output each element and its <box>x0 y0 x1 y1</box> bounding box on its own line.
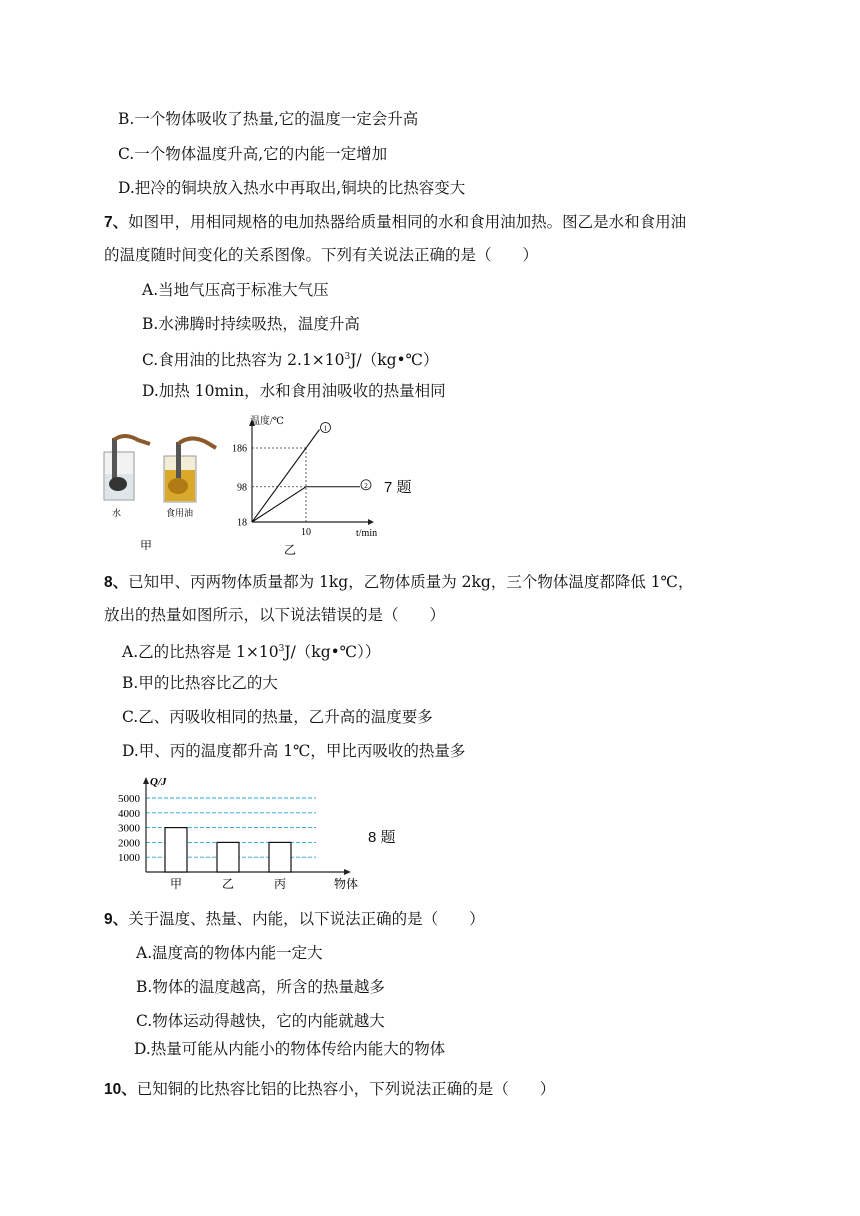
q7-option-b: B.水沸腾时持续吸热，温度升高 <box>142 315 360 333</box>
series-2-label: 2 <box>364 481 368 490</box>
y-tick-label: 4000 <box>118 807 140 820</box>
q9-option-c: C.物体运动得越快，它的内能就越大 <box>136 1012 385 1030</box>
q7-option-a: A.当地气压高于标准大气压 <box>142 281 329 299</box>
y-axis-label: Q/J <box>150 776 167 788</box>
y-axis-arrow <box>143 777 149 784</box>
q8-option-c: C.乙、丙吸收相同的热量，乙升高的温度要多 <box>122 708 433 726</box>
figure-jia-beakers <box>98 430 218 550</box>
series-1-label: 1 <box>323 424 328 433</box>
bar-2 <box>217 842 239 872</box>
q8-stem-text1: 已知甲、丙两物体质量都为 1kg，乙物体质量为 2kg，三个物体温度都降低 1℃， <box>128 573 694 591</box>
q7-stem-line1 <box>104 211 686 234</box>
q8-option-d: D.甲、丙的温度都升高 1℃，甲比丙吸收的热量多 <box>122 742 466 760</box>
y-tick-label: 18 <box>237 517 247 529</box>
graph7-axes <box>232 414 377 557</box>
q6-option-b: B.一个物体吸收了热量,它的温度一定会升高 <box>118 110 419 128</box>
q9-option-b: B.物体的温度越高，所含的热量越多 <box>136 978 385 996</box>
water-beaker <box>104 436 150 500</box>
category-label: 甲 <box>169 877 183 891</box>
series-1-line <box>252 430 320 523</box>
q9-stem-line <box>104 908 485 931</box>
figure-yi-temperature-graph <box>222 408 392 560</box>
q8-option-a-unit: J/（kg•℃）） <box>284 643 381 662</box>
y-tick-label: 98 <box>237 482 247 494</box>
q6-option-c: C.一个物体温度升高,它的内能一定增加 <box>118 145 388 163</box>
q7-figure-tag: 7 题 <box>384 479 412 496</box>
q7-option-c <box>142 346 439 371</box>
q7-option-c-text: C.食用油的比热容为 2.1×10 <box>142 351 345 370</box>
y-axis-label: 温度/℃ <box>250 416 284 427</box>
category-label: 乙 <box>221 877 235 891</box>
x-axis-arrow <box>344 869 351 875</box>
q10-stem-text: 已知铜的比热容比铝的比热容小，下列说法正确的是（ ） <box>136 1080 556 1098</box>
x-axis-arrow <box>368 519 374 525</box>
q8-number: 8、 <box>104 574 129 591</box>
x-axis-label: 物体 <box>334 877 359 891</box>
y-tick-label: 5000 <box>118 793 140 805</box>
y-tick-label: 3000 <box>118 822 140 835</box>
q9-number: 9、 <box>104 911 129 928</box>
graph7-marks <box>252 423 371 523</box>
q9-option-d: D.热量可能从内能小的物体传给内能大的物体 <box>134 1040 446 1058</box>
category-label: 丙 <box>273 877 287 891</box>
q8-option-b: B.甲的比热容比乙的大 <box>122 674 278 692</box>
q9-option-a: A.温度高的物体内能一定大 <box>136 944 323 962</box>
q7-number: 7、 <box>104 214 129 231</box>
q6-option-d: D.把冷的铜块放入热水中再取出,铜块的比热容变大 <box>118 179 466 197</box>
caption-jia: 甲 <box>140 539 153 550</box>
chart8-axes <box>118 776 358 891</box>
q10-stem-line <box>104 1078 555 1101</box>
q8-option-a-text: A.乙的比热容是 1×10 <box>122 643 279 662</box>
q7-stem-text1: 如图甲，用相同规格的电加热器给质量相同的水和食用油加热。图乙是水和食用油 <box>128 213 687 231</box>
figure-8-heat-bar-chart <box>98 772 378 896</box>
q8-figure-tag: 8 题 <box>368 829 396 846</box>
q10-number: 10、 <box>104 1081 137 1098</box>
chart8-marks <box>165 828 291 872</box>
y-tick-label: 186 <box>232 443 247 455</box>
q7-stem-line2: 的温度随时间变化的关系图像。下列有关说法正确的是（ ） <box>104 246 539 264</box>
q9-stem-text: 关于温度、热量、内能，以下说法正确的是（ ） <box>128 910 485 928</box>
x-tick-label: 10 <box>301 527 311 538</box>
bar-1 <box>165 828 187 872</box>
bar-3 <box>269 842 291 872</box>
q8-stem-line2: 放出的热量如图所示，以下说法错误的是（ ） <box>104 606 446 624</box>
x-axis-label: t/min <box>356 528 378 539</box>
q8-option-a-exponent: 3 <box>278 644 285 654</box>
water-label: 水 <box>112 508 122 518</box>
caption-yi: 乙 <box>284 543 297 557</box>
q7-option-c-unit: J/（kg•℃） <box>350 351 439 370</box>
q7-option-d: D.加热 10min，水和食用油吸收的热量相同 <box>142 382 446 400</box>
oil-beaker <box>164 438 216 502</box>
y-tick-label: 1000 <box>118 852 140 865</box>
y-tick-label: 2000 <box>118 837 140 850</box>
oil-label: 食用油 <box>166 508 194 518</box>
q8-stem-line1 <box>104 571 693 594</box>
q7-option-c-exponent: 3 <box>344 352 351 362</box>
q8-option-a <box>122 638 380 663</box>
